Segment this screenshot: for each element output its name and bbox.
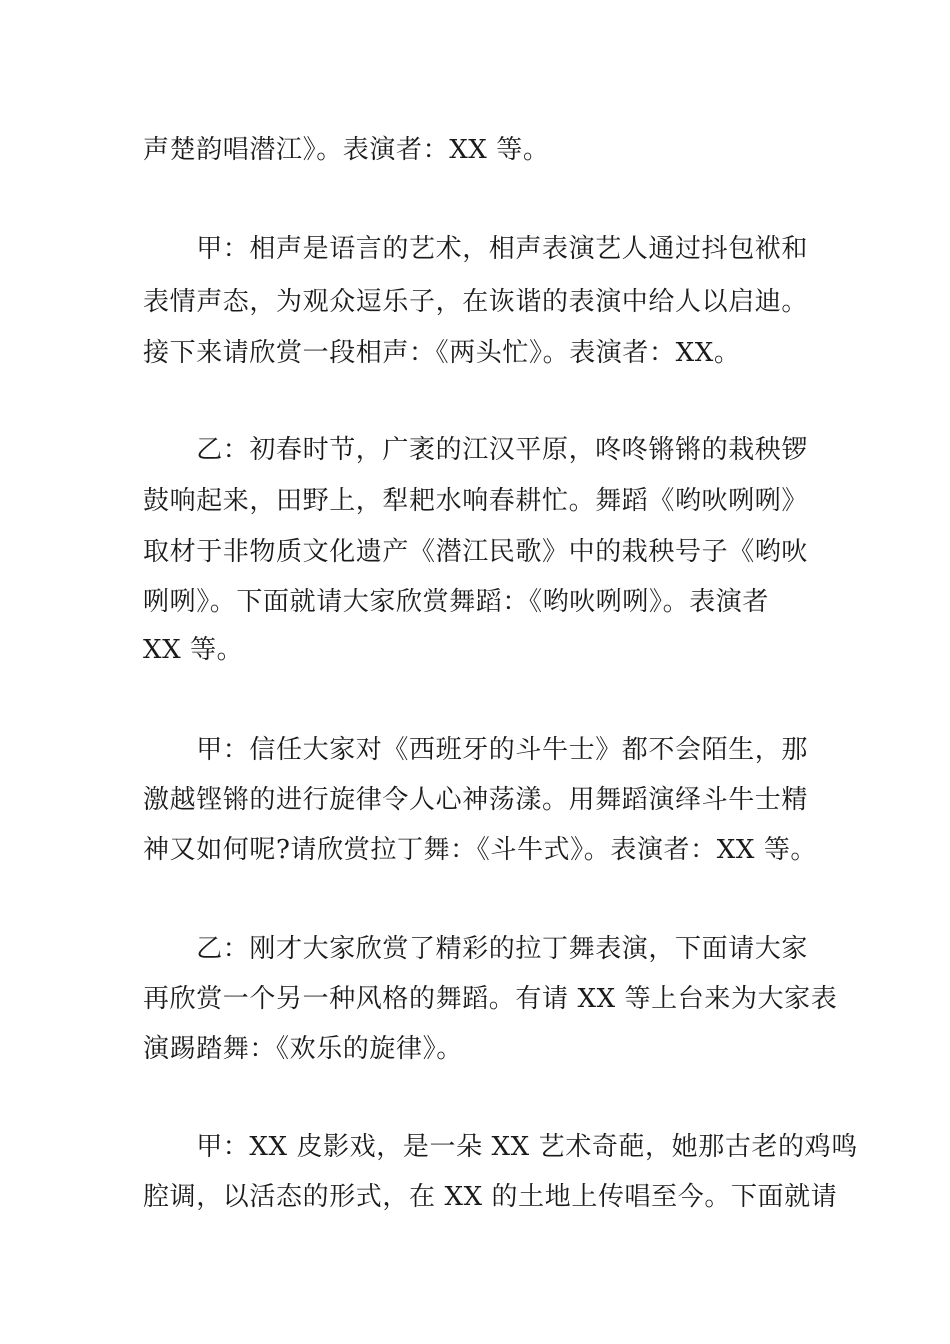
text-line: 咧咧》。下面就请大家欣赏舞蹈：《哟吙咧咧》。表演者 (143, 587, 770, 617)
text-line: 演踢踏舞：《欢乐的旋律》。 (143, 1034, 463, 1064)
text-line: XX 等。 (143, 635, 244, 665)
text-line: 表情声态，为观众逗乐子，在诙谐的表演中给人以启迪。 (143, 287, 809, 317)
text-line: 乙：初春时节，广袤的江汉平原，咚咚锵锵的栽秧锣 (143, 435, 809, 465)
text-line: 接下来请欣赏一段相声：《两头忙》。表演者：XX。 (143, 338, 741, 368)
text-line: 甲：相声是语言的艺术，相声表演艺人通过抖包袱和 (143, 234, 809, 264)
text-line: 神又如何呢?请欣赏拉丁舞：《斗牛式》。表演者：XX 等。 (143, 835, 818, 865)
text-line: 激越铿锵的进行旋律令人心神荡漾。用舞蹈演绎斗牛士精 (143, 785, 809, 815)
text-line: 声楚韵唱潜江》。表演者：XX 等。 (143, 135, 550, 165)
text-line: 乙：刚才大家欣赏了精彩的拉丁舞表演，下面请大家 (143, 934, 809, 964)
text-line: 取材于非物质文化遗产《潜江民歌》中的栽秧号子《哟吙 (143, 537, 809, 567)
text-line: 再欣赏一个另一种风格的舞蹈。有请 XX 等上台来为大家表 (143, 984, 838, 1014)
text-line: 鼓响起来，田野上，犁耙水响春耕忙。舞蹈《哟吙咧咧》 (143, 486, 809, 516)
text-line: 腔调，以活态的形式，在 XX 的土地上传唱至今。下面就请 (143, 1182, 838, 1212)
text-line: 甲：XX 皮影戏，是一朵 XX 艺术奇葩，她那古老的鸡鸣 (143, 1132, 858, 1162)
text-line: 甲：信任大家对《西班牙的斗牛士》都不会陌生，那 (143, 735, 809, 765)
